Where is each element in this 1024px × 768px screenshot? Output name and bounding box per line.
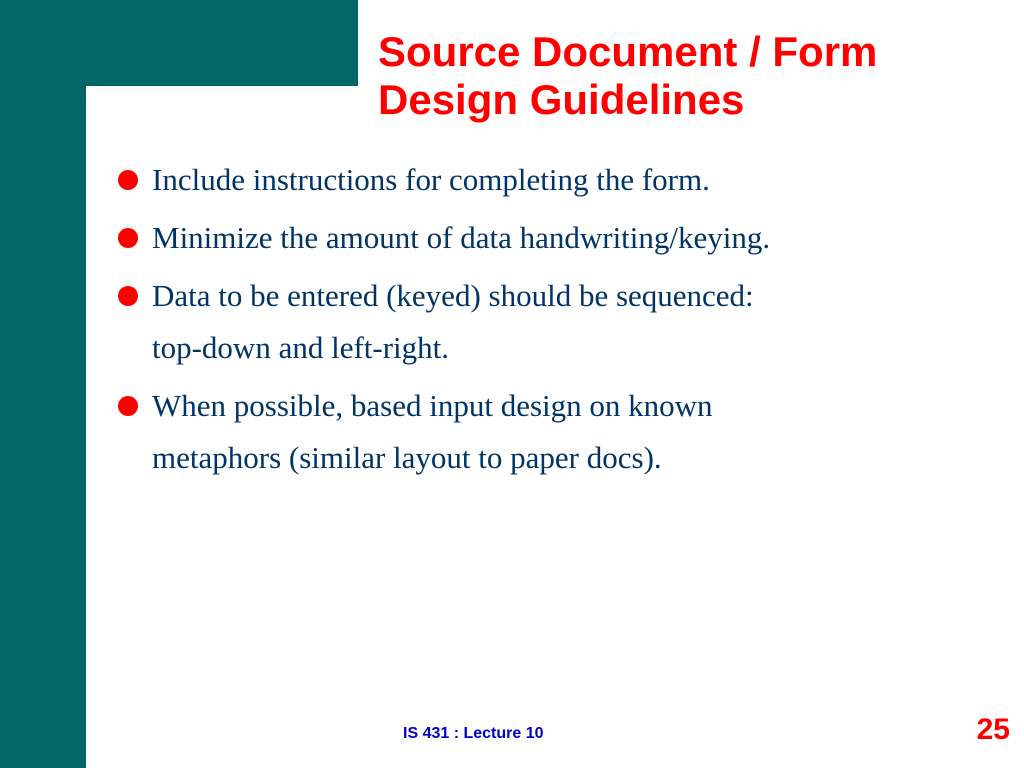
page-number: 25 <box>976 713 1010 746</box>
teal-header-band <box>0 0 358 86</box>
teal-sidebar <box>0 0 86 768</box>
bullet-line: metaphors (similar layout to paper docs). <box>152 440 662 475</box>
bullet-item <box>112 380 1002 484</box>
slide-title <box>378 28 1018 124</box>
bullet-line: top-down and left-right. <box>152 330 450 365</box>
bullet-list <box>112 154 1002 490</box>
bullet-line: Include instructions for completing the form. <box>152 162 710 197</box>
bullet-circle-icon <box>118 286 138 306</box>
bullet-text <box>152 270 1002 374</box>
bullet-circle-icon <box>118 170 138 190</box>
bullet-text <box>152 380 1002 484</box>
bullet-text <box>152 154 1002 206</box>
bullet-line: When possible, based input design on known <box>152 388 713 423</box>
bullet-circle-icon <box>118 396 138 416</box>
bullet-item <box>112 154 1002 206</box>
bullet-item <box>112 212 1002 264</box>
bullet-circle-icon <box>118 228 138 248</box>
bullet-item <box>112 270 1002 374</box>
bullet-text <box>152 212 1002 264</box>
bullet-line: Minimize the amount of data handwriting/keying. <box>152 220 771 255</box>
slide-title-line-2: Design Guidelines <box>378 76 745 123</box>
slide-title-line-1: Source Document / Form <box>378 28 878 75</box>
bullet-line: Data to be entered (keyed) should be sequenced: <box>152 278 754 313</box>
footer-lecture-label: IS 431 : Lecture 10 <box>403 725 544 742</box>
